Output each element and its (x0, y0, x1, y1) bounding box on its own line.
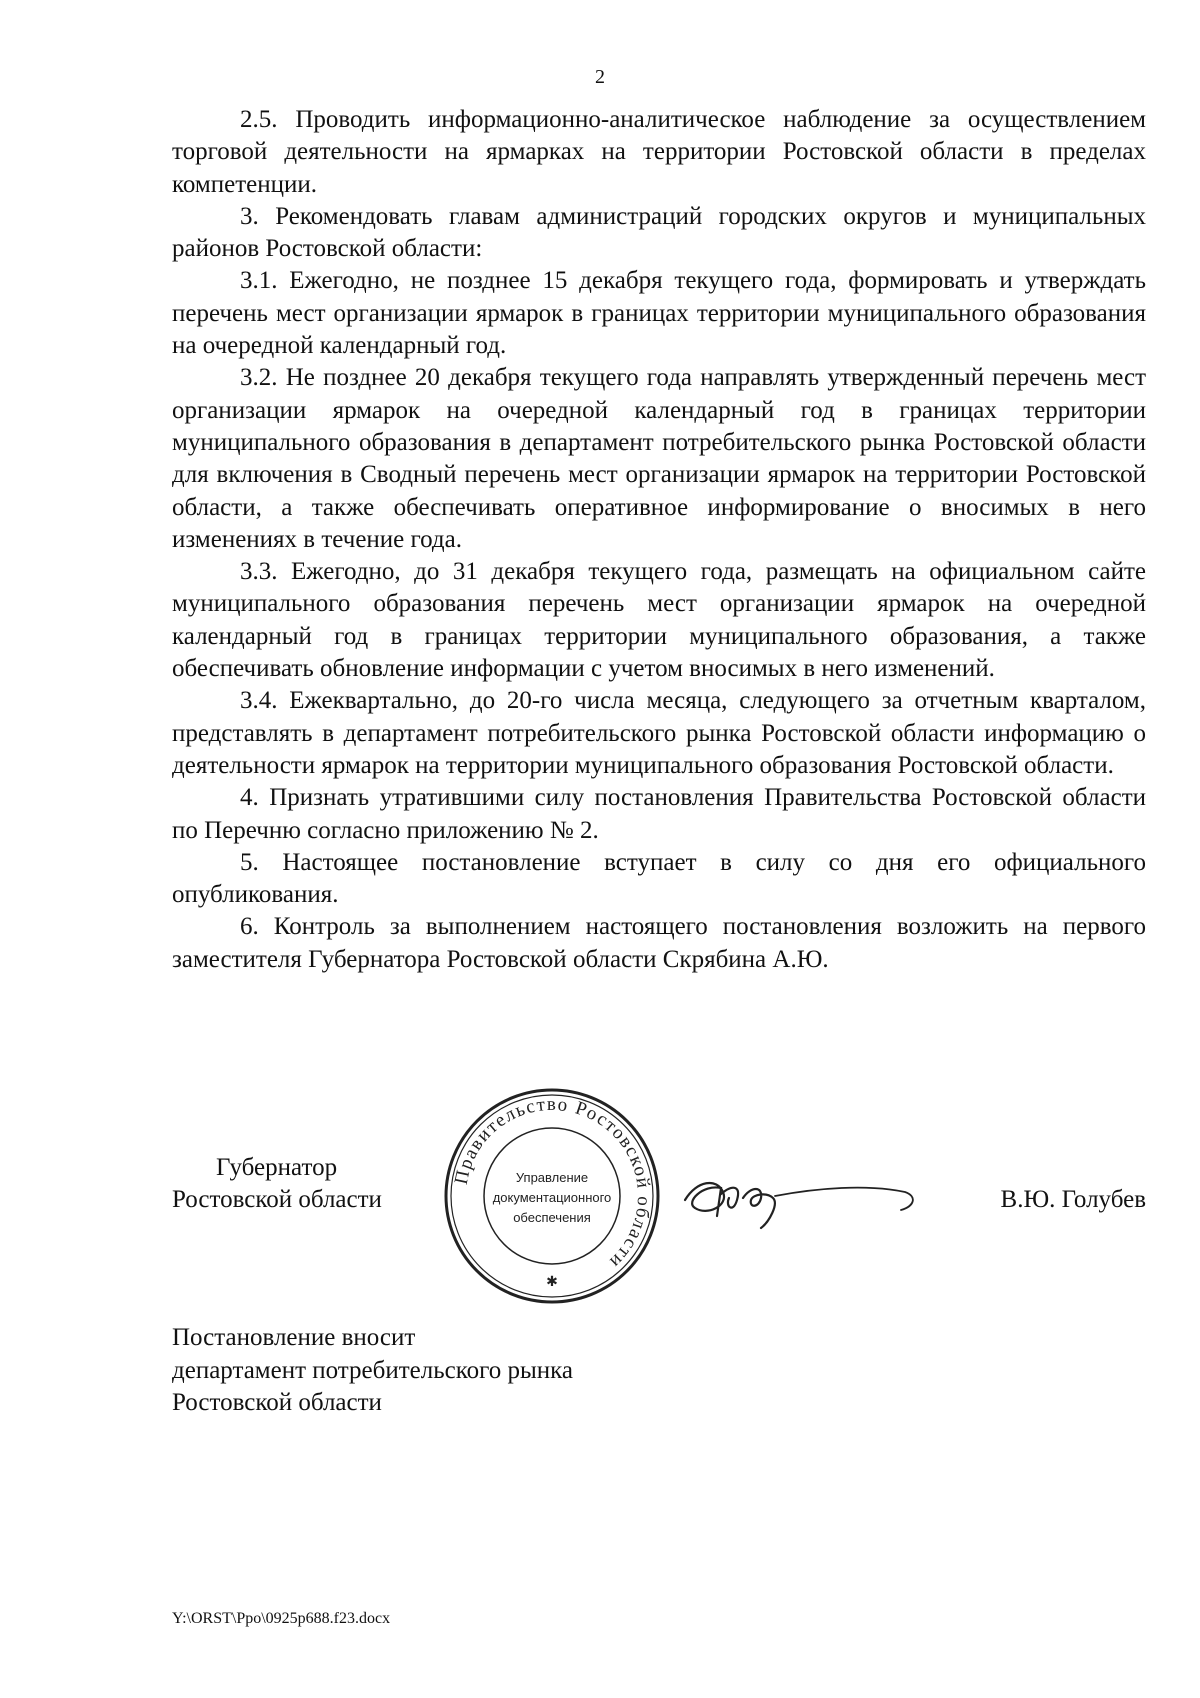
paragraph-3-2: 3.2. Не позднее 20 декабря текущего года направлять утвержденный перечень мест организации ярмарок на очередной календарный год в границах территории муниципального образования в департамент потребительского рынка Ростовской области для включения в Сводный перечень мест организации ярмарок на территории Ростовской области, а также обеспечивать оперативное информирование о вносимых в него изменениях в течение года. (172, 364, 1146, 553)
seal-star-icon: ✱ (546, 1273, 558, 1289)
seal-outer-text: Правительство Ростовской области (450, 1093, 655, 1274)
file-path-footer: Y:\ORST\Ppo\0925p688.f23.docx (172, 1610, 391, 1627)
official-seal (442, 1086, 662, 1306)
paragraph-5: 5. Настоящее постановление вступает в силу со дня его официального опубликования. (172, 848, 1146, 909)
signatory-title-line2: Ростовской области (172, 1186, 382, 1213)
signatory-name: В.Ю. Голубев (1000, 1186, 1146, 1213)
paragraph-6: 6. Контроль за выполнением настоящего постановления возложить на первого заместителя Губернатора Ростовской области Скрябина А.Ю. (172, 913, 1146, 973)
submitted-by-line2: департамент потребительского рынка (172, 1356, 574, 1384)
seal-inner-line3: обеспечения (513, 1210, 591, 1225)
seal-inner-line1: Управление (515, 1170, 589, 1185)
paragraph-2-5: 2.5. Проводить информационно-аналитическое наблюдение за осуществлением торговой деятельности на ярмарках на территории Ростовской области в пределах компетенции. (172, 106, 1146, 198)
paragraph-4: 4. Признать утратившими силу постановления Правительства Ростовской области по Перечню согласно приложению № 2. (172, 784, 1146, 844)
seal-inner-line2: документационного (492, 1190, 612, 1205)
submitted-by-line3: Ростовской области (172, 1389, 382, 1416)
signatory-title (172, 1152, 382, 1216)
signature-block (172, 1093, 1146, 1340)
paragraph-3: 3. Рекомендовать главам администраций городских округов и муниципальных районов Ростовской области: (172, 202, 1146, 263)
submitted-by-line1: Постановление вносит (172, 1324, 416, 1351)
signatory-title-line1: Губернатор (216, 1154, 338, 1181)
paragraph-3-4: 3.4. Ежеквартально, до 20-го числа месяца, следующего за отчетным кварталом, представлять в департамент потребительского рынка Ростовской области информацию о деятельности ярмарок на территории муниципального образования Ростовской области. (172, 687, 1146, 779)
paragraph-3-3: 3.3. Ежегодно, до 31 декабря текущего года, размещать на официальном сайте муниципального образования перечень мест организации ярмарок на очередной календарный год в границах территории муниципального образования, а также обеспечивать обновление информации с учетом вносимых в него изменений. (172, 558, 1146, 683)
document-body (172, 104, 1146, 976)
paragraph-3-1: 3.1. Ежегодно, не позднее 15 декабря текущего года, формировать и утверждать перечень мест организации ярмарок в границах территории муниципального образования на очередной календарный год. (172, 267, 1146, 360)
submitted-by (172, 1322, 573, 1420)
page-number: 2 (595, 66, 605, 88)
handwritten-signature (677, 1158, 927, 1238)
